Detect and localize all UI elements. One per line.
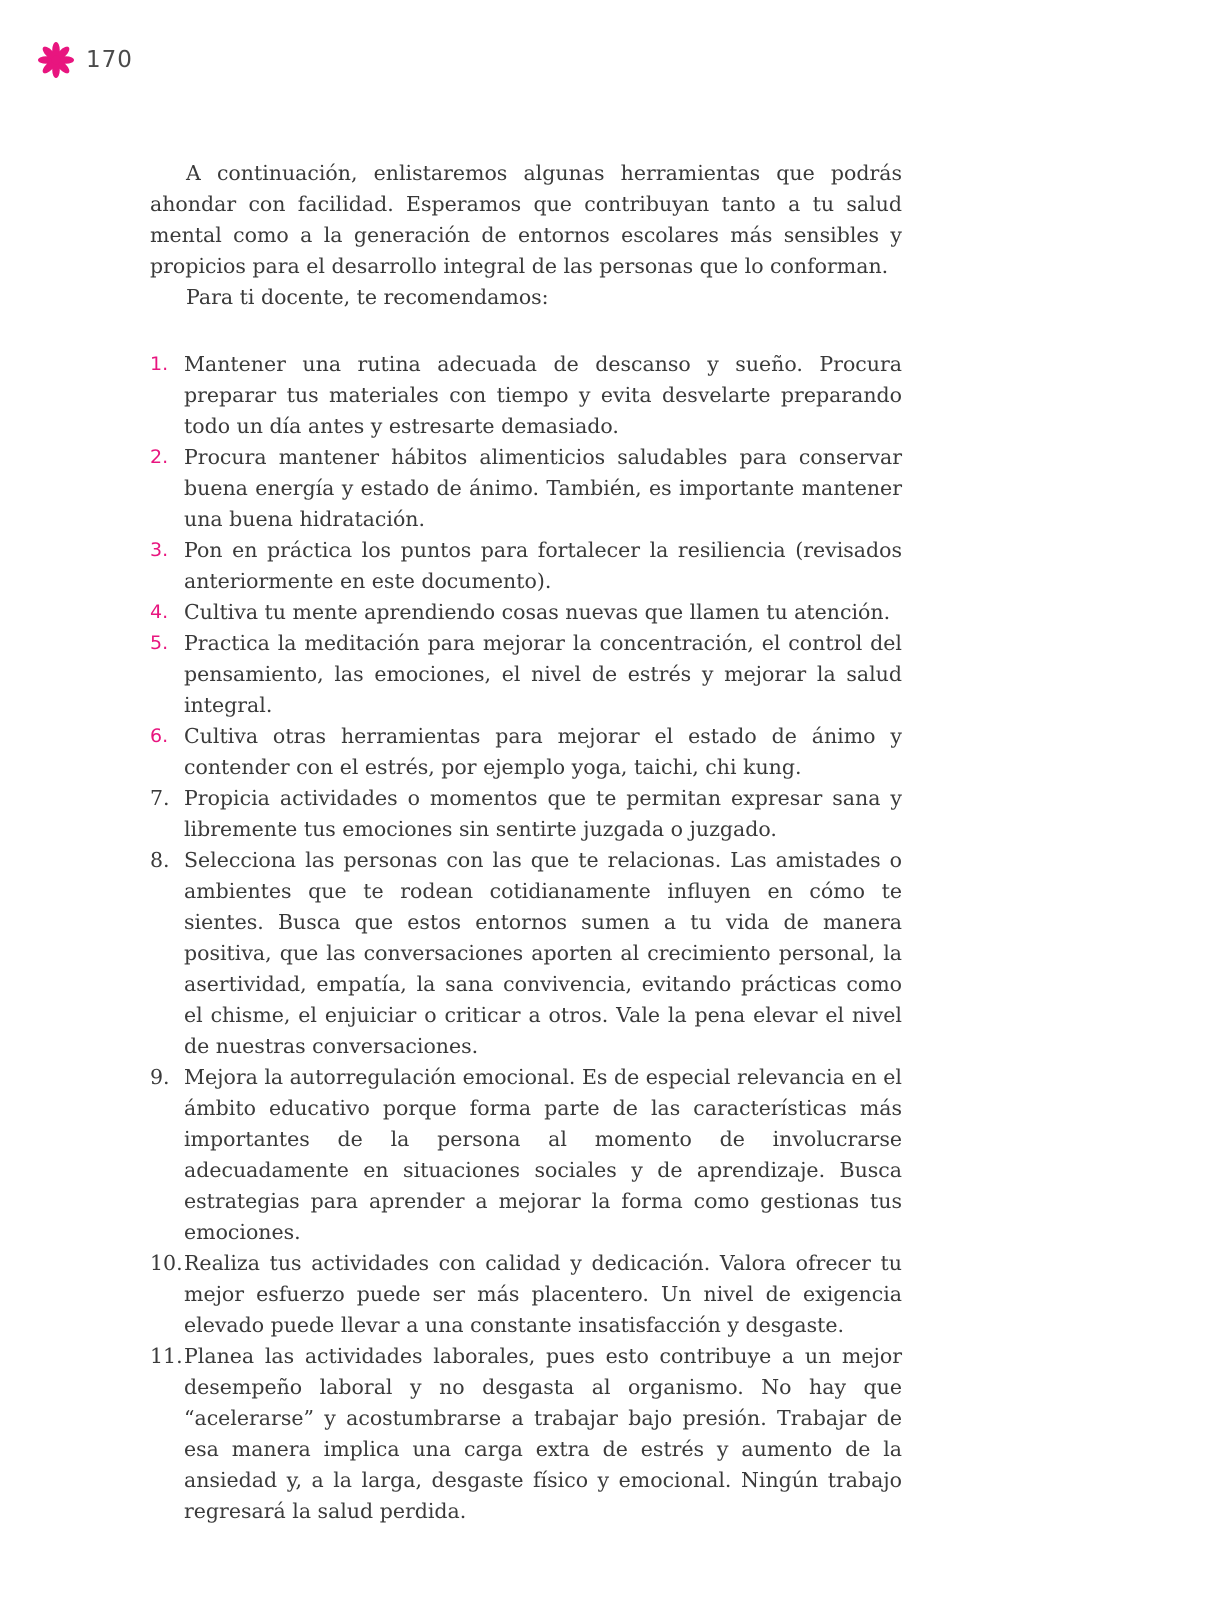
list-item-text: Realiza tus actividades con calidad y dedicación. Valora ofrecer tu mejor esfuerzo puede ser más placentero. Un nivel de exigencia elevado puede llevar a una constante insatisfacción y desgaste. xyxy=(184,1251,902,1337)
intro-lead: Para ti docente, te recomendamos: xyxy=(186,285,549,309)
list-item-number: 9. xyxy=(150,1065,170,1089)
recommendations-list xyxy=(150,349,902,1527)
list-item xyxy=(150,628,902,721)
list-item-number: 6. xyxy=(150,725,169,747)
list-item-number: 5. xyxy=(150,632,169,654)
list-item-number: 8. xyxy=(150,848,170,872)
page-body xyxy=(150,158,902,1527)
list-item xyxy=(150,597,902,628)
list-item-number: 11. xyxy=(150,1344,183,1368)
list-item xyxy=(150,721,902,783)
list-item-number: 4. xyxy=(150,601,169,623)
list-item-number: 7. xyxy=(150,786,170,810)
intro-paragraph: A continuación, enlistaremos algunas herramientas que podrás ahondar con facilidad. Esperamos que contribuyan tanto a tu salud mental como a la generación de entornos escolares más sensibles y propicios para el desarrollo integral de las personas que lo conforman. xyxy=(150,161,902,278)
list-item xyxy=(150,783,902,845)
list-item xyxy=(150,442,902,535)
list-item-text: Mantener una rutina adecuada de descanso y sueño. Procura preparar tus materiales con tiempo y evita desvelarte preparando todo un día antes y estresarte demasiado. xyxy=(184,352,902,438)
list-item-text: Cultiva otras herramientas para mejorar el estado de ánimo y contender con el estrés, por ejemplo yoga, taichi, chi kung. xyxy=(184,724,902,779)
list-item-number: 10. xyxy=(150,1251,183,1275)
list-item-number: 3. xyxy=(150,539,169,561)
list-item-text: Mejora la autorregulación emocional. Es de especial relevancia en el ámbito educativo porque forma parte de las características más importantes de la persona al momento de involucrarse adecuadamente en situaciones sociales y de aprendizaje. Busca estrategias para aprender a mejorar la forma como gestionas tus emociones. xyxy=(184,1065,902,1244)
list-item-number: 1. xyxy=(150,353,169,375)
list-item xyxy=(150,1341,902,1527)
list-item-number: 2. xyxy=(150,446,169,468)
list-item xyxy=(150,1248,902,1341)
list-item-text: Practica la meditación para mejorar la concentración, el control del pensamiento, las emociones, el nivel de estrés y mejorar la salud integral. xyxy=(184,631,902,717)
list-item-text: Propicia actividades o momentos que te permitan expresar sana y libremente tus emociones sin sentirte juzgada o juzgado. xyxy=(184,786,902,841)
list-item-text: Cultiva tu mente aprendiendo cosas nuevas que llamen tu atención. xyxy=(184,600,891,624)
list-item-text: Pon en práctica los puntos para fortalecer la resiliencia (revisados anteriormente en este documento). xyxy=(184,538,902,593)
list-item xyxy=(150,349,902,442)
asterisk-star-icon xyxy=(38,42,74,78)
page-number: 170 xyxy=(86,47,133,73)
list-item xyxy=(150,535,902,597)
list-item-text: Selecciona las personas con las que te relacionas. Las amistades o ambientes que te rodean cotidianamente influyen en cómo te sientes. Busca que estos entornos sumen a tu vida de manera positiva, que las conversaciones aporten al crecimiento personal, la asertividad, empatía, la sana convivencia, evitando prácticas como el chisme, el enjuiciar o criticar a otros. Vale la pena elevar el nivel de nuestras conversaciones. xyxy=(184,848,902,1058)
list-item xyxy=(150,1062,902,1248)
page-header xyxy=(38,42,133,78)
list-item-text: Planea las actividades laborales, pues esto contribuye a un mejor desempeño laboral y no desgasta al organismo. No hay que “acelerarse” y acostumbrarse a trabajar bajo presión. Trabajar de esa manera implica una carga extra de estrés y aumento de la ansiedad y, a la larga, desgaste físico y emocional. Ningún trabajo regresará la salud perdida. xyxy=(184,1344,902,1523)
list-item xyxy=(150,845,902,1062)
list-item-text: Procura mantener hábitos alimenticios saludables para conservar buena energía y estado de ánimo. También, es importante mantener una buena hidratación. xyxy=(184,445,902,531)
